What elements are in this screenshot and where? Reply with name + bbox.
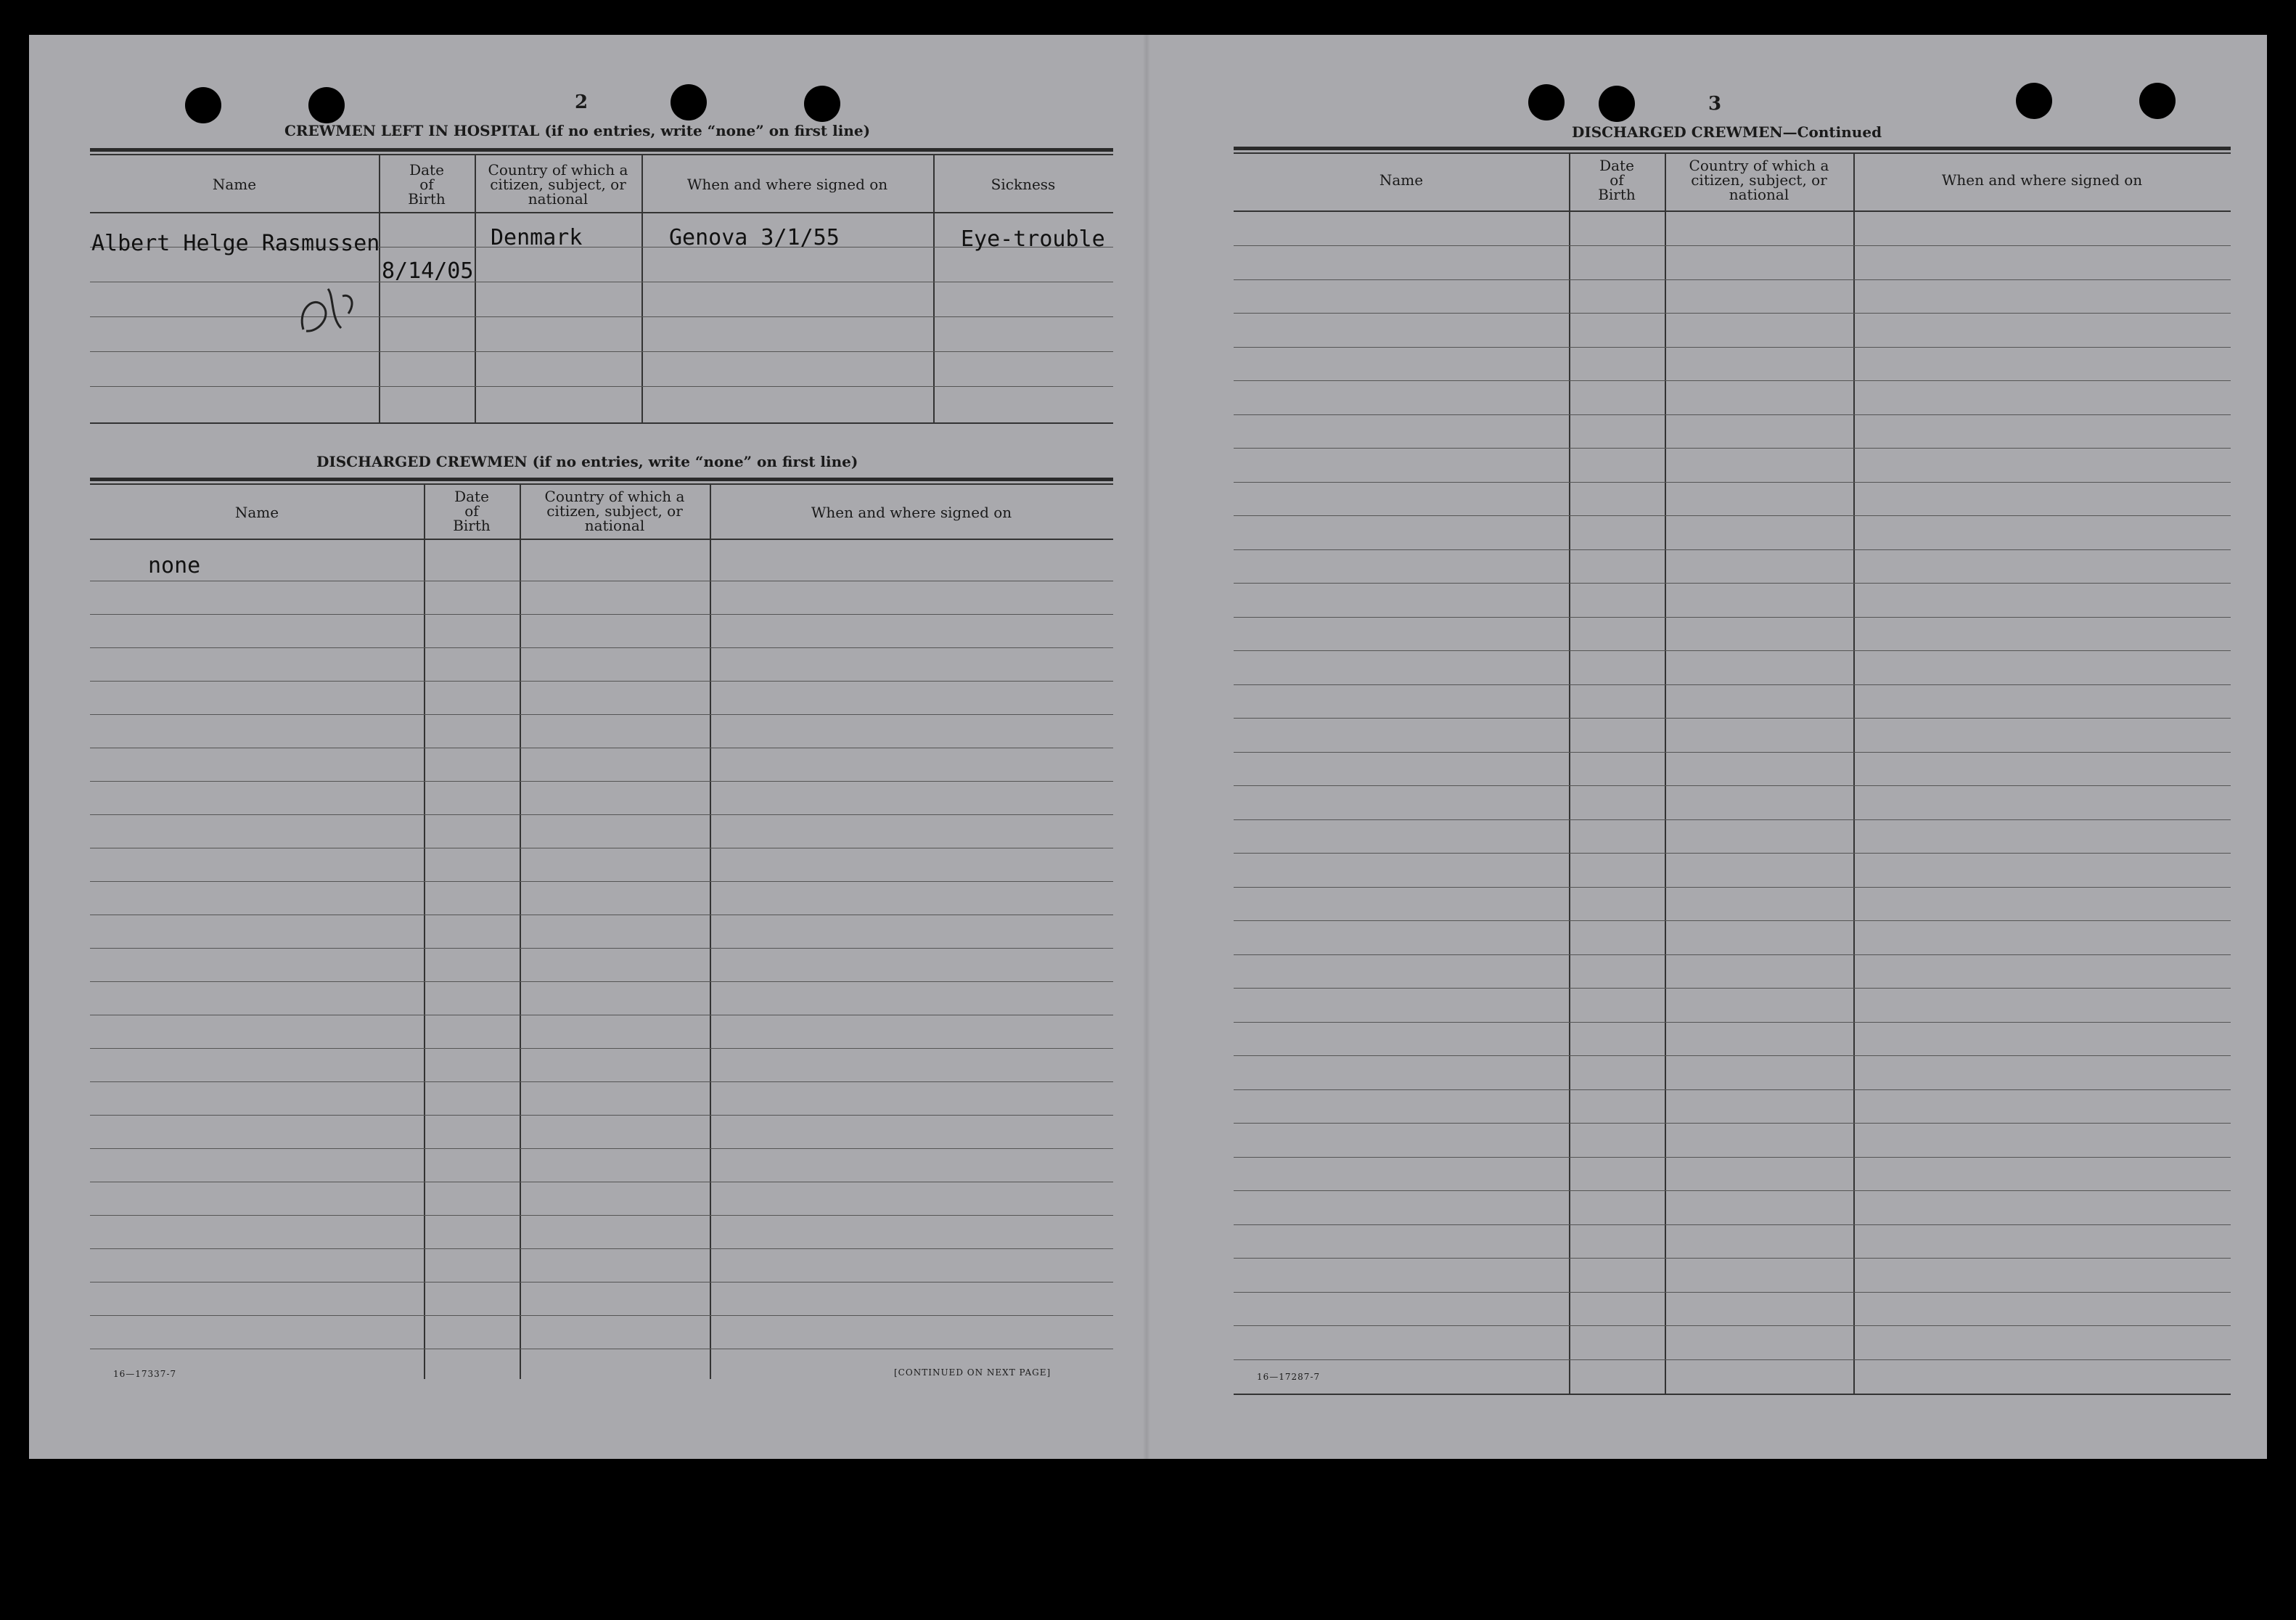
- col-header-country: [1665, 158, 1853, 202]
- punch-hole: [308, 87, 345, 123]
- row-line: [1234, 1224, 2231, 1225]
- col-header-sickness: Sickness: [991, 176, 1056, 193]
- continued-note: [CONTINUED ON NEXT PAGE]: [894, 1367, 1051, 1378]
- row-line: [1234, 1325, 2231, 1326]
- punch-hole: [1528, 84, 1565, 120]
- row-line: [1234, 853, 2231, 854]
- row-line: [1234, 1258, 2231, 1259]
- form-number: 16—17287-7: [1257, 1372, 1321, 1382]
- col-divider: [710, 483, 711, 1379]
- row-line: [1234, 1292, 2231, 1293]
- dob-line: Date: [1599, 157, 1634, 174]
- page-number: 3: [1708, 93, 1722, 115]
- row-line: [1234, 954, 2231, 955]
- col-divider: [475, 154, 476, 422]
- row-line: [1234, 887, 2231, 888]
- row-line: [1234, 1157, 2231, 1158]
- row-line: [1234, 549, 2231, 550]
- col-divider: [1569, 152, 1570, 1394]
- col-header-signed: When and where signed on: [1941, 171, 2143, 189]
- rule: [1234, 210, 2231, 212]
- row-line: [1234, 1190, 2231, 1191]
- hospital-section-title: [284, 122, 870, 139]
- page-number: 2: [575, 91, 589, 113]
- row-line: [1234, 380, 2231, 381]
- row-line: [1234, 414, 2231, 415]
- col-header-dob: [379, 163, 475, 206]
- row-line: [90, 1115, 1113, 1116]
- punch-hole: [2139, 83, 2176, 119]
- row-line: [90, 351, 1113, 352]
- col-divider: [520, 483, 521, 1379]
- row-line: [1234, 617, 2231, 618]
- rule: [90, 483, 1113, 485]
- hospital-entry-sickness: Eye-trouble: [961, 226, 1105, 252]
- row-line: [1234, 347, 2231, 348]
- row-line: [1234, 1123, 2231, 1124]
- row-line: [1234, 313, 2231, 314]
- handwritten-initials: [290, 267, 370, 347]
- dob-line: of: [1610, 171, 1624, 189]
- row-line: [1234, 988, 2231, 989]
- country-line: Country of which a: [544, 488, 685, 505]
- country-line: citizen, subject, or: [1691, 171, 1827, 189]
- rule: [1234, 1394, 2231, 1395]
- row-line: [90, 714, 1113, 715]
- row-line: [1234, 583, 2231, 584]
- row-line: [90, 681, 1113, 682]
- hospital-entry-country: Denmark: [491, 225, 583, 250]
- row-line: [90, 614, 1113, 615]
- rule: [90, 422, 1113, 424]
- row-line: [1234, 1089, 2231, 1090]
- row-line: [90, 981, 1113, 982]
- rule: [90, 148, 1113, 152]
- row-line: [90, 881, 1113, 882]
- col-header-dob: [1569, 158, 1665, 202]
- dob-line: of: [419, 176, 434, 193]
- row-line: [1234, 718, 2231, 719]
- row-line: [1234, 482, 2231, 483]
- country-line: citizen, subject, or: [546, 502, 683, 520]
- hospital-instruction: (if no entries, write “none” on first line): [544, 122, 871, 139]
- row-line: [90, 316, 1113, 317]
- rule: [90, 212, 1113, 213]
- punch-hole: [1599, 86, 1635, 122]
- rule: [1234, 147, 2231, 150]
- col-header-name: Name: [1379, 171, 1424, 189]
- row-line: [1234, 752, 2231, 753]
- col-divider: [933, 154, 935, 422]
- country-line: Country of which a: [1689, 157, 1829, 174]
- left-page: [29, 35, 1147, 1459]
- dob-line: Date: [409, 161, 444, 179]
- row-line: [90, 1215, 1113, 1216]
- punch-hole: [671, 84, 707, 120]
- row-line: [1234, 785, 2231, 786]
- row-line: [90, 386, 1113, 387]
- country-line: national: [528, 190, 589, 208]
- hospital-entry-name: Albert Helge Rasmussen: [91, 231, 380, 256]
- rule: [90, 539, 1113, 540]
- col-header-name: Name: [212, 176, 257, 193]
- row-line: [1234, 684, 2231, 685]
- discharged-instruction: (if no entries, write “none” on first line): [532, 453, 858, 470]
- row-line: [1234, 920, 2231, 921]
- col-divider: [1665, 152, 1666, 1394]
- rule: [1234, 152, 2231, 154]
- row-line: [1234, 1359, 2231, 1360]
- rule: [90, 154, 1113, 155]
- col-header-country: [520, 489, 710, 533]
- dob-line: of: [464, 502, 479, 520]
- row-line: [90, 814, 1113, 815]
- country-line: Country of which a: [488, 161, 628, 179]
- row-line: [1234, 245, 2231, 246]
- hospital-entry-dob: 8/14/05: [382, 258, 474, 284]
- dob-line: Birth: [453, 517, 491, 534]
- row-line: [90, 1048, 1113, 1049]
- col-divider: [379, 154, 380, 422]
- punch-hole: [2016, 83, 2052, 119]
- row-line: [1234, 650, 2231, 651]
- row-line: [1234, 819, 2231, 820]
- continued-section-title: DISCHARGED CREWMEN—Continued: [1572, 123, 1882, 141]
- dob-line: Birth: [1598, 186, 1636, 203]
- row-line: [90, 781, 1113, 782]
- col-header-signed: When and where signed on: [686, 176, 888, 193]
- row-line: [90, 948, 1113, 949]
- col-divider: [1853, 152, 1855, 1394]
- scanned-document: [29, 35, 2267, 1459]
- col-header-signed: When and where signed on: [811, 504, 1012, 521]
- hospital-title-text: CREWMEN LEFT IN HOSPITAL: [284, 122, 540, 139]
- col-header-dob: [424, 489, 520, 533]
- row-line: [1234, 1055, 2231, 1056]
- discharged-section-title: [316, 453, 858, 470]
- dob-line: Birth: [408, 190, 446, 208]
- row-line: [1234, 515, 2231, 516]
- country-line: citizen, subject, or: [490, 176, 626, 193]
- punch-hole: [185, 87, 221, 123]
- row-line: [1234, 279, 2231, 280]
- form-number: 16—17337-7: [113, 1369, 177, 1379]
- row-line: [90, 1148, 1113, 1149]
- col-header-name: Name: [234, 504, 279, 521]
- right-page: [1147, 35, 2267, 1459]
- row-line: [90, 1081, 1113, 1082]
- col-divider: [641, 154, 643, 422]
- hospital-entry-signed: Genova 3/1/55: [669, 225, 840, 250]
- rule: [90, 478, 1113, 481]
- country-line: national: [584, 517, 645, 534]
- row-line: [1234, 448, 2231, 449]
- discharged-title-text: DISCHARGED CREWMEN: [316, 453, 528, 470]
- punch-hole: [804, 86, 840, 122]
- row-line: [1234, 1022, 2231, 1023]
- discharged-entry-none: none: [148, 553, 201, 578]
- col-divider: [424, 483, 425, 1379]
- col-header-country: [475, 163, 641, 206]
- row-line: [90, 647, 1113, 648]
- row-line: [90, 1315, 1113, 1316]
- row-line: [90, 1248, 1113, 1249]
- dob-line: Date: [454, 488, 489, 505]
- country-line: national: [1729, 186, 1789, 203]
